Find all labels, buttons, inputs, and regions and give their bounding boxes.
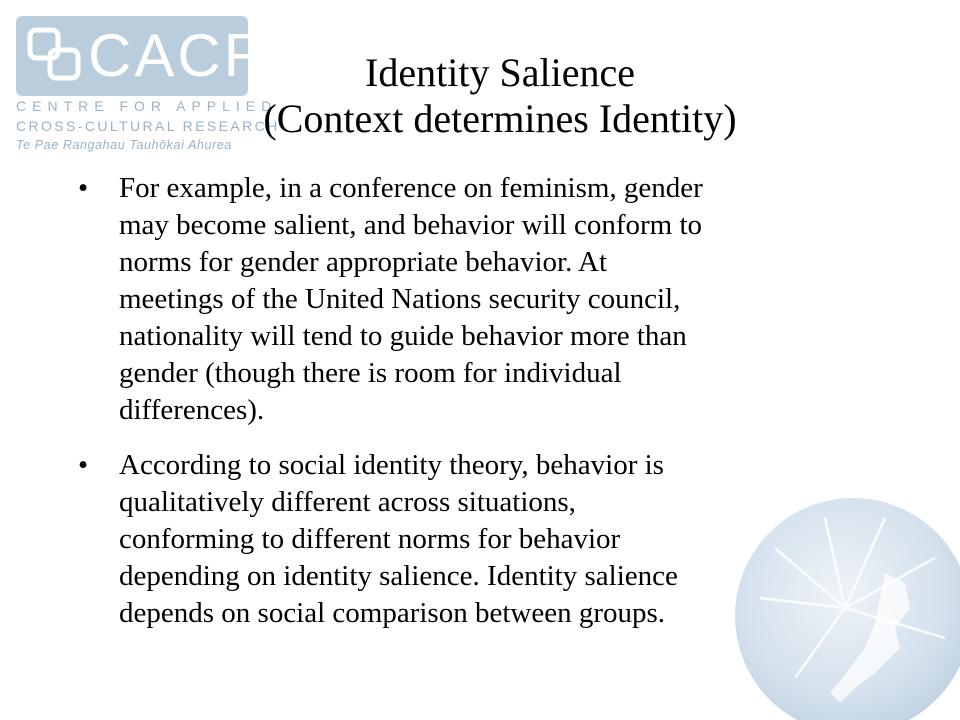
bullet-line: may become salient, and behavior will conform to [119,209,703,241]
bullet-line: nationality will tend to guide behavior more than [119,320,687,352]
bullet-line: depending on identity salience. Identity salience [119,560,678,592]
bullet-list [78,170,858,650]
slide-title [200,50,800,142]
bullet-line: conforming to different norms for behavior [119,523,621,555]
bullet-item [78,170,858,429]
bullet-line: According to social identity theory, behavior is [119,449,664,481]
bullet-line: norms for gender appropriate behavior. At [119,246,608,278]
bullet-item [78,447,858,632]
logo-line-1: CENTRE FOR APPLIED [16,98,278,114]
bullet-line: meetings of the United Nations security council, [119,283,681,315]
logo-line-3: Te Pae Rangahau Tauhōkai Ahurea [16,138,232,152]
logo-line-2: CROSS-CULTURAL RESEARCH [16,118,280,134]
title-line-1: Identity Salience [365,50,635,95]
title-line-2: (Context determines Identity) [263,96,737,141]
bullet-line: gender (though there is room for individual [119,357,622,389]
bullet-line: For example, in a conference on feminism, gender [119,172,703,204]
bullet-line: qualitatively different across situations, [119,486,576,518]
bullet-dot: • [78,449,89,481]
bullet-line: differences). [119,394,265,426]
logo-squares-icon [26,26,86,86]
bullet-line: depends on social comparison between groups. [119,597,666,629]
logo-acronym: CACR [88,22,271,89]
bullet-dot: • [78,172,89,204]
